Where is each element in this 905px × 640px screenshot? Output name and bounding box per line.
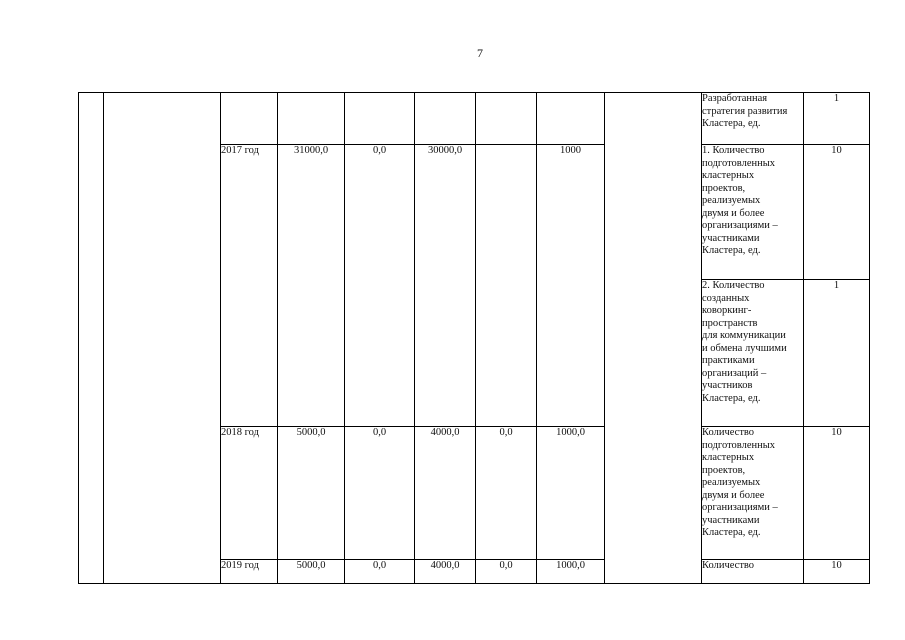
indicator-text: Разработанная стратегия развития Кластера, ед. (702, 93, 788, 129)
indicator-cell (702, 93, 804, 145)
indicator-cell (702, 427, 804, 560)
budget-table (78, 92, 870, 584)
year-cell: 2017 год (221, 145, 278, 427)
indicator-value-cell: 1 (804, 93, 870, 145)
executor-cell (605, 93, 702, 584)
total-cell (278, 93, 345, 145)
other-cell: 1000,0 (537, 427, 605, 560)
indicator-value-cell: 10 (804, 560, 870, 584)
index-cell (79, 93, 104, 584)
indicator-value-cell: 10 (804, 427, 870, 560)
indicator-value-cell: 1 (804, 280, 870, 427)
local-cell: 0,0 (476, 427, 537, 560)
federal-cell (345, 93, 415, 145)
year-cell (221, 93, 278, 145)
indicator-cell (702, 280, 804, 427)
indicator-text: 2. Количество созданных коворкинг- пространств для коммуникации и обмена лучшими практиками организаций – участников Кластера, ед. (702, 280, 787, 404)
indicator-value-cell: 10 (804, 145, 870, 280)
year-cell: 2018 год (221, 427, 278, 560)
total-cell: 5000,0 (278, 427, 345, 560)
total-cell: 31000,0 (278, 145, 345, 427)
indicator-cell (702, 560, 804, 584)
year-cell: 2019 год (221, 560, 278, 584)
table-row (79, 93, 870, 145)
total-cell: 5000,0 (278, 560, 345, 584)
other-cell: 1000 (537, 145, 605, 427)
federal-cell: 0,0 (345, 145, 415, 427)
local-cell (476, 93, 537, 145)
other-cell: 1000,0 (537, 560, 605, 584)
regional-cell (415, 93, 476, 145)
local-cell (476, 145, 537, 427)
other-cell (537, 93, 605, 145)
indicator-text: Количество (702, 560, 755, 571)
local-cell: 0,0 (476, 560, 537, 584)
regional-cell: 30000,0 (415, 145, 476, 427)
event-name-cell (104, 93, 221, 584)
indicator-text: 1. Количество подготовленных кластерных проектов, реализуемых двумя и более организациями – участниками Кластера, ед. (702, 145, 778, 256)
indicator-cell (702, 145, 804, 280)
page-number: 7 (477, 46, 483, 60)
indicator-text: Количество подготовленных кластерных проектов, реализуемых двумя и более организациями – участниками Кластера, ед. (702, 427, 778, 538)
federal-cell: 0,0 (345, 427, 415, 560)
federal-cell: 0,0 (345, 560, 415, 584)
regional-cell: 4000,0 (415, 560, 476, 584)
regional-cell: 4000,0 (415, 427, 476, 560)
